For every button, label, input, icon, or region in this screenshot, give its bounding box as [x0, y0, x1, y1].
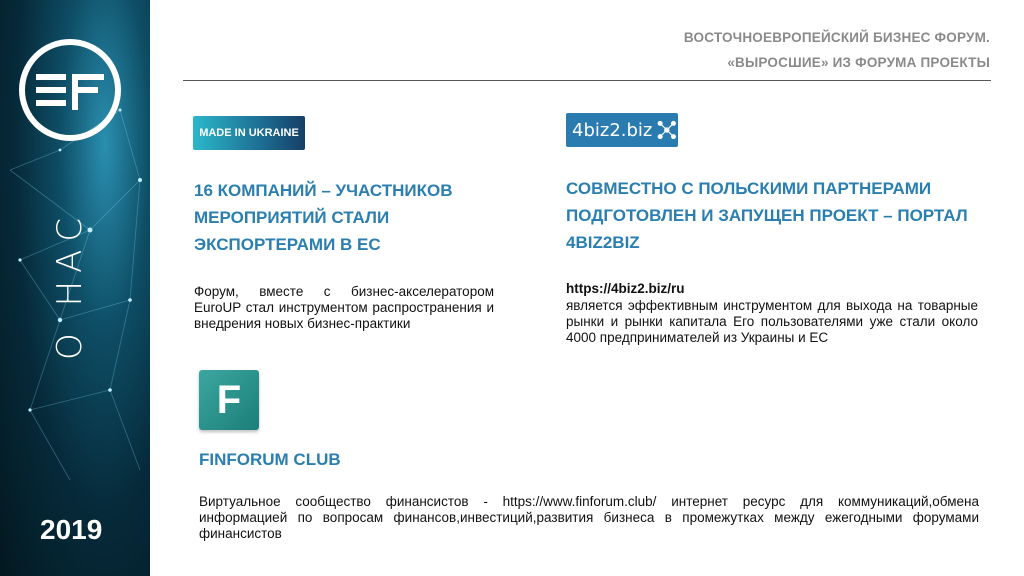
4biz2biz-link[interactable]: https://4biz2.biz/ru [566, 281, 685, 296]
4biz2biz-logo-text: 4biz2.biz [572, 119, 653, 141]
network-nodes-icon [656, 117, 678, 143]
4biz2biz-text-block [566, 281, 978, 346]
header-divider [183, 80, 991, 81]
about-label: О НАС [50, 209, 90, 360]
header-title-line1: ВОСТОЧНОЕВРОПЕЙСКИЙ БИЗНЕС ФОРУМ. [683, 30, 990, 45]
finforum-heading: FINFORUM CLUB [199, 450, 341, 469]
sidebar [0, 0, 150, 576]
ukraine-text: Форум, вместе с бизнес-акселератором EuroUP стал инструментом распространения и внедрения новых бизнес-практики [194, 284, 494, 331]
4biz2biz-heading: СОВМЕСТНО С ПОЛЬСКИМИ ПАРТНЕРАМИ ПОДГОТОВЛЕН И ЗАПУЩЕН ПРОЕКТ – ПОРТАЛ 4BIZ2BIZ [566, 179, 968, 252]
4biz2biz-logo [566, 113, 678, 147]
year-label: 2019 [40, 514, 103, 545]
header-title-line2: «ВЫРОСШИЕ» ИЗ ФОРУМА ПРОЕКТЫ [727, 55, 990, 70]
made-in-ukraine-badge: MADE IN UKRAINE [193, 116, 305, 150]
finforum-text: Виртуальное сообщество финансистов - https://www.finforum.club/ интернет ресурс для коммуникаций,обмена информацией по вопросам финансов,инвестиций,развития бизнеса в промежутках между ежегодными форумами финансистов [199, 494, 979, 541]
ukraine-heading: 16 КОМПАНИЙ – УЧАСТНИКОВ МЕРОПРИЯТИЙ СТАЛИ ЭКСПОРТЕРАМИ В ЕС [194, 181, 453, 254]
4biz2biz-text: является эффективным инструментом для выхода на товарные рынки и рынки капитала Его пользователями уже стали около 4000 предпринимателей из Украины и ЕС [566, 298, 978, 345]
ef-logo-icon [18, 38, 122, 142]
finforum-logo-icon: F [199, 370, 259, 430]
